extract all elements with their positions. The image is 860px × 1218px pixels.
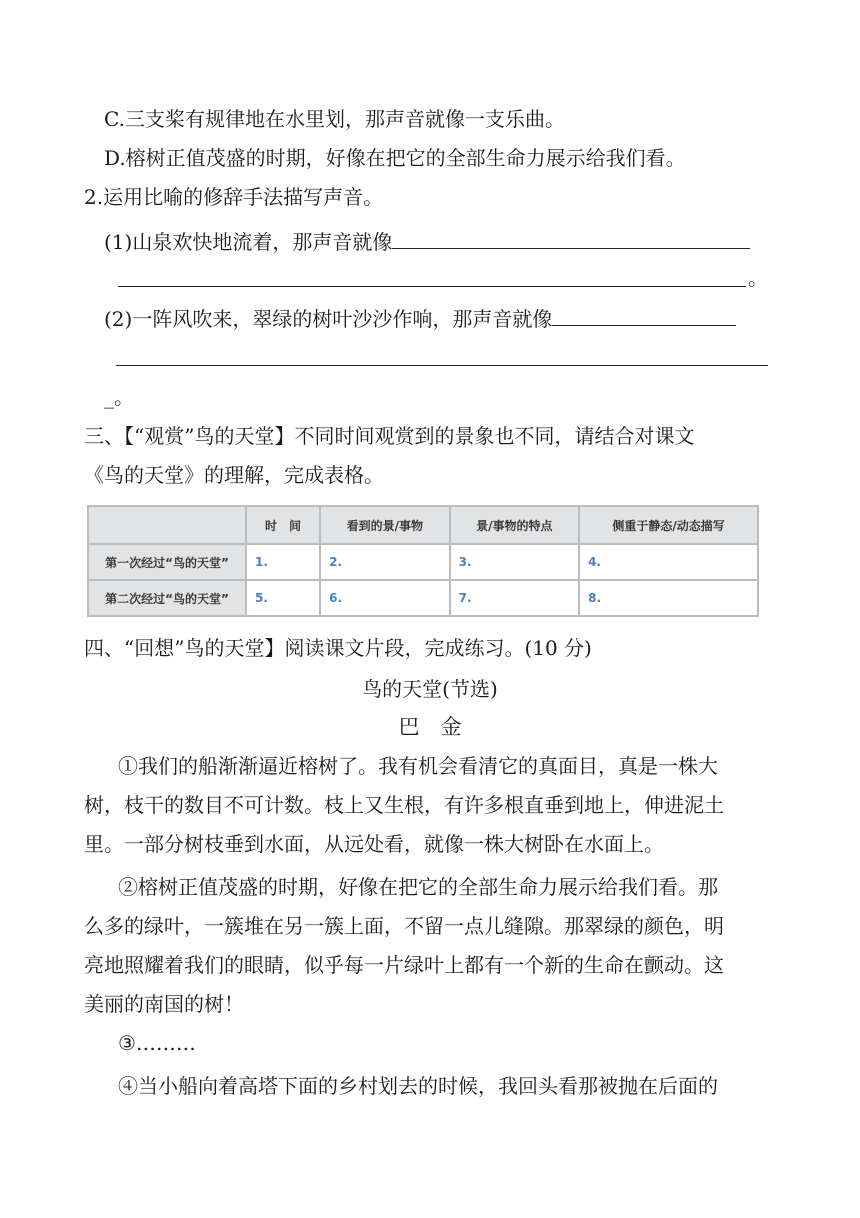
table-header-description: 侧重于静态/动态描写 [579,506,758,544]
passage-line: ③……… [118,1031,196,1055]
table-row [88,544,758,580]
passage-line: 树，枝干的数目不可计数。枝上又生根，有许多根直垂到地上，伸进泥土 [84,793,724,817]
table-cell[interactable]: 4. [579,544,758,580]
question-2-item-1-text: (1)山泉欢快地流着，那声音就像 [104,230,393,254]
section-4-title: 四、“回想”鸟的天堂】阅读课文片段，完成练习。(10 分) [84,636,592,660]
table-cell[interactable]: 8. [579,580,758,616]
answer-blank-2a[interactable] [552,303,736,326]
answer-blank-1b[interactable] [118,286,746,287]
table-cell[interactable]: 1. [246,544,320,580]
answer-blank-1a[interactable] [392,226,750,249]
table-cell[interactable]: 7. [450,580,580,616]
viewing-table [87,505,759,617]
passage-line: ①我们的船渐渐逼近榕树了。我有机会看清它的真面目，真是一株大 [118,754,718,778]
passage-line: ④当小船向着高塔下面的乡村划去的时候，我回头看那被抛在后面的 [118,1074,718,1098]
table-header-row [88,506,758,544]
table-header-time: 时 间 [246,506,320,544]
section-3-line-2: 《鸟的天堂》的理解，完成表格。 [84,463,384,487]
table-header-scene: 看到的景/事物 [320,506,450,544]
passage-line: ②榕树正值茂盛的时期，好像在把它的全部生命力展示给我们看。那 [118,875,718,899]
question-2-item-1 [104,226,750,256]
question-2-item-1-end: 。 [748,266,768,290]
answer-blank-2b[interactable] [116,365,768,366]
question-2-item-2 [104,303,736,333]
table-cell[interactable]: 3. [450,544,580,580]
table-row-label: 第二次经过“鸟的天堂” [88,580,246,616]
table-header-feature: 景/事物的特点 [450,506,580,544]
passage-line: 么多的绿叶，一簇堆在另一簇上面，不留一点儿缝隙。那翠绿的颜色，明 [84,914,724,938]
table-row [88,580,758,616]
passage-author: 巴 金 [398,715,462,739]
option-c: C.三支桨有规律地在水里划，那声音就像一支乐曲。 [104,107,565,131]
table-cell[interactable]: 2. [320,544,450,580]
passage-line: 美丽的南国的树！ [84,992,244,1016]
question-2-item-2-text: (2)一阵风吹来，翠绿的树叶沙沙作响，那声音就像 [104,307,553,331]
passage-line: 亮地照耀着我们的眼睛，似乎每一片绿叶上都有一个新的生命在颤动。这 [84,953,724,977]
passage-line: 里。一部分树枝垂到水面，从远处看，就像一株大树卧在水面上。 [84,832,664,856]
question-2-title: 2.运用比喻的修辞手法描写声音。 [84,185,384,209]
table-corner-cell [88,506,246,544]
table-row-label: 第一次经过“鸟的天堂” [88,544,246,580]
table-cell[interactable]: 6. [320,580,450,616]
question-2-item-2-end: _。 [104,385,134,409]
table-cell[interactable]: 5. [246,580,320,616]
passage-title: 鸟的天堂(节选) [362,677,498,701]
option-d: D.榕树正值茂盛的时期，好像在把它的全部生命力展示给我们看。 [104,146,686,170]
section-3-line-1: 三、【“观赏”鸟的天堂】不同时间观赏到的景象也不同，请结合对课文 [84,424,695,448]
